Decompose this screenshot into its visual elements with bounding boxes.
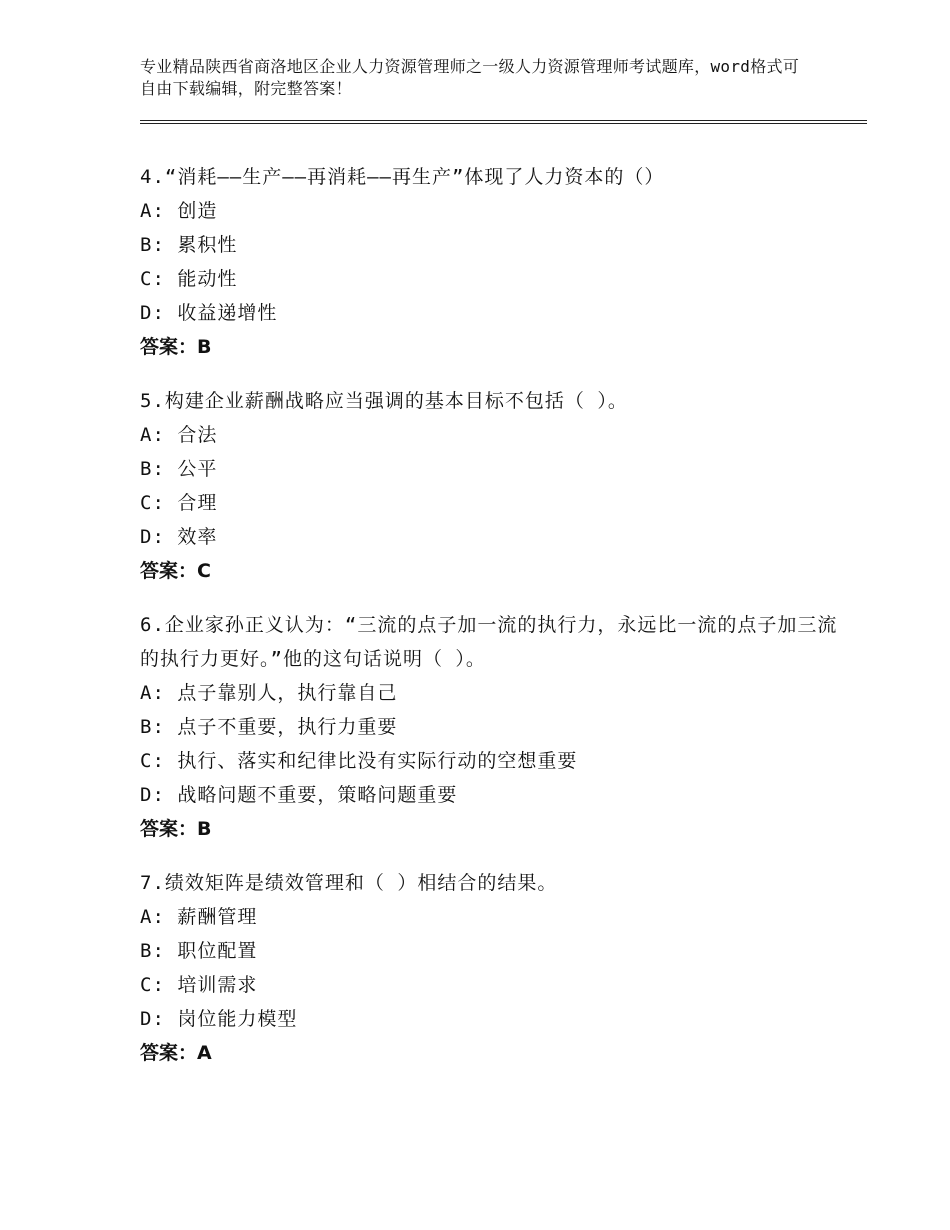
document-header	[140, 56, 800, 100]
question-block-7	[140, 866, 840, 1070]
option-c: C: 合理	[140, 492, 218, 514]
option-d: D: 战略问题不重要，策略问题重要	[140, 784, 458, 806]
option-c: C: 能动性	[140, 268, 238, 290]
question-block-6	[140, 608, 840, 846]
question-text: 4.“消耗——生产——再消耗——再生产”体现了人力资本的（）	[140, 166, 665, 188]
option-c: C: 培训需求	[140, 974, 258, 996]
option-b: B: 职位配置	[140, 940, 258, 962]
option-b: B: 点子不重要，执行力重要	[140, 716, 398, 738]
option-a: A: 创造	[140, 200, 218, 222]
answer-text: 答案：C	[140, 560, 211, 582]
question-block-4	[140, 160, 840, 364]
option-b: B: 公平	[140, 458, 218, 480]
question-list	[140, 160, 840, 1090]
option-d: D: 效率	[140, 526, 218, 548]
option-a: A: 点子靠别人，执行靠自己	[140, 682, 398, 704]
answer-text: 答案：B	[140, 336, 212, 358]
option-b: B: 累积性	[140, 234, 238, 256]
question-text: 5.构建企业薪酬战略应当强调的基本目标不包括（ ）。	[140, 390, 628, 412]
answer-text: 答案：A	[140, 1042, 212, 1064]
option-d: D: 收益递增性	[140, 302, 278, 324]
question-block-5	[140, 384, 840, 588]
header-title: 专业精品陕西省商洛地区企业人力资源管理师之一级人力资源管理师考试题库，word格式可自由下载编辑，附完整答案！	[140, 57, 800, 98]
option-a: A: 薪酬管理	[140, 906, 258, 928]
option-a: A: 合法	[140, 424, 218, 446]
option-d: D: 岗位能力模型	[140, 1008, 298, 1030]
question-text: 7.绩效矩阵是绩效管理和（ ）相结合的结果。	[140, 872, 558, 894]
header-divider	[140, 120, 867, 124]
question-text: 6.企业家孙正义认为：“三流的点子加一流的执行力，永远比一流的点子加三流的执行力更好。”他的这句话说明（ ）。	[140, 614, 838, 670]
option-c: C: 执行、落实和纪律比没有实际行动的空想重要	[140, 750, 578, 772]
answer-text: 答案：B	[140, 818, 212, 840]
